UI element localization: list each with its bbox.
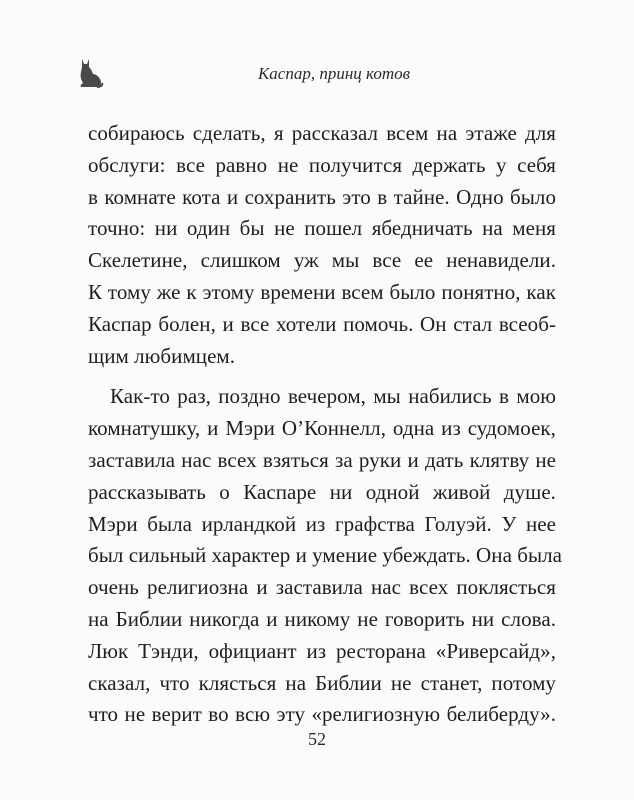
body-text: [88, 118, 563, 731]
text-line: К тому же к этому времени всем было понятно, как: [88, 279, 556, 304]
text-line: рассказывать о Каспаре ни одной живой душе.: [88, 479, 556, 504]
paragraph: [88, 381, 563, 731]
text-line: очень религиозна и заставила нас всех поклясться: [88, 575, 556, 600]
running-header-title: Каспар, принц котов: [258, 64, 410, 83]
text-line: на Библии никогда и никому не говорить ни слова.: [88, 606, 556, 631]
text-line: сказал, что клясться на Библии не станет, потому: [88, 670, 556, 695]
text-line: был сильный характер и умение убеждать. Она была: [88, 543, 563, 568]
text-line: Мэри была ирландкой из графства Голуэй. У нее: [88, 511, 556, 536]
page-number: 52: [308, 729, 326, 749]
text-line: точно: ни один бы не пошел ябедничать на меня: [88, 216, 556, 241]
text-line: что не верит во всю эту «религиозную белиберду».: [88, 702, 556, 727]
text-line: щим любимцем.: [88, 343, 236, 368]
text-line: заставила нас всех взяться за руки и дать клятву не: [88, 447, 556, 472]
text-line: в комнате кота и сохранить это в тайне. Одно было: [88, 184, 556, 209]
text-line: обслуги: все равно не получится держать у себя: [88, 152, 556, 177]
text-line: Как-то раз, поздно вечером, мы набились в мою: [110, 384, 556, 409]
text-line: собираюсь сделать, я рассказал всем на этаже для: [88, 121, 556, 145]
paragraph: [88, 118, 556, 372]
text-line: Люк Тэнди, официант из ресторана «Риверсайд»,: [88, 638, 556, 663]
text-line: Скелетине, слишком уж мы все ее ненавидели.: [88, 248, 556, 273]
text-line: комнатушку, и Мэри О’Коннелл, одна из судомоек,: [88, 416, 556, 441]
text-line: Каспар болен, и все хотели помочь. Он стал всеоб-: [88, 311, 556, 336]
cat-silhouette-icon: [76, 56, 104, 88]
